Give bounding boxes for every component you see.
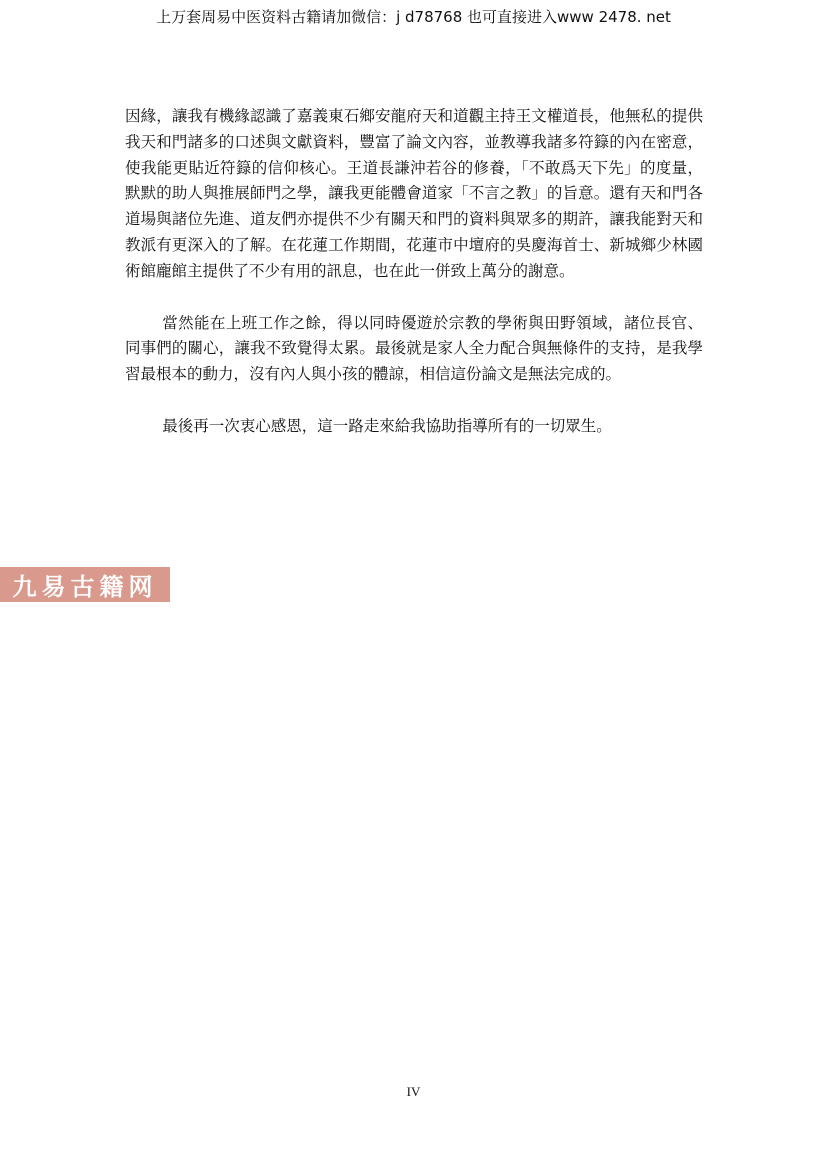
paragraph-acknowledgement-3: 最後再一次衷心感恩，這一路走來給我協助指導所有的一切眾生。 (162, 416, 612, 435)
page-number: IV (406, 1084, 421, 1099)
paragraph-acknowledgement-2: 當然能在上班工作之餘，得以同時優遊於宗教的學術與田野領域，諸位長官、同事們的關心，讓我不致覺得太累。最後就是家人全力配合與無條件的支持，是我學習最根本的動力，沒有內人與小孩的體諒，相信這份論文是無法完成的。 (125, 313, 703, 384)
document-body (125, 104, 703, 440)
watermark-logo (0, 567, 170, 602)
watermark-logo-text: 九易古籍网 (12, 572, 158, 601)
paragraph-acknowledgement-1: 因緣，讓我有機緣認識了嘉義東石鄉安龍府天和道觀主持王文權道長，他無私的提供我天和門諸多的口述與文獻資料，豐富了論文內容，並教導我諸多符籙的內在密意，使我能更貼近符籙的信仰核心。王道長謙沖若谷的修養，「不敢爲天下先」的度量，默默的助人與推展師門之學，讓我更能體會道家「不言之教」的旨意。還有天和門各道場與諸位先進、道友們亦提供不少有關天和門的資料與眾多的期許，讓我能對天和教派有更深入的了解。在花蓮工作期間，花蓮市中壇府的吳慶海首士、新城鄉少林國術館龐館主提供了不少有用的訊息，也在此一併致上萬分的謝意。 (125, 107, 703, 280)
header-banner: 上万套周易中医资料古籍请加微信：j d78768 也可直接进入www 2478. net (156, 8, 671, 26)
